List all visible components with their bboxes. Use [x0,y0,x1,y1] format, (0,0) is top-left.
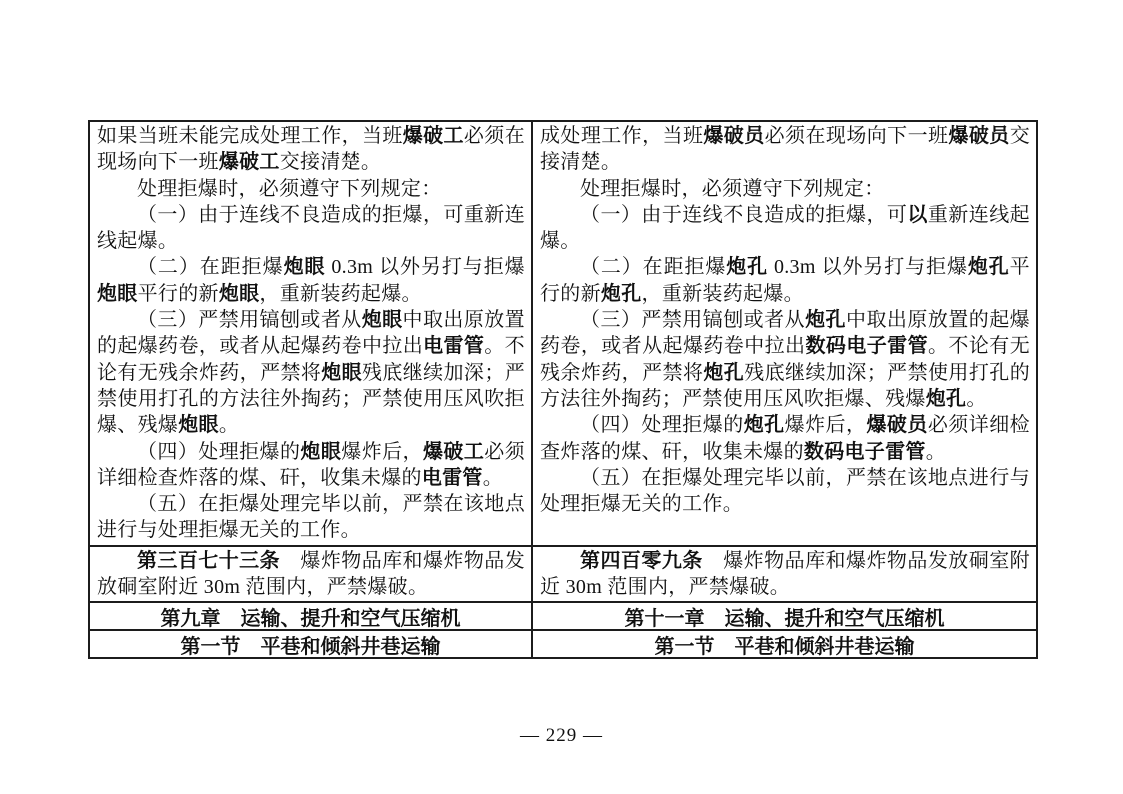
paragraph [97,439,525,492]
table-row-section [90,629,1036,657]
text-run: 爆炸后， [784,414,867,437]
text-run: 必须在现场向下一班 [764,125,949,147]
emphasized-term: 数码电子雷管 [803,440,926,463]
text-run: （三）严禁用镐刨或者从 [137,309,362,332]
emphasized-term: 炮孔 [703,361,745,384]
paragraph [97,254,525,307]
left-column-body-cell [90,122,533,545]
emphasized-term: 数码电子雷管 [805,335,929,358]
paragraph [540,202,1030,255]
text-run: 必须在现场向下一班 [97,125,525,174]
left-column-article-cell [90,547,533,601]
text-run: 平行的新 [540,256,1030,305]
emphasized-term: 爆破工 [218,151,280,174]
paragraph [97,176,525,202]
paragraph [97,202,525,255]
table-row-body [90,122,1036,545]
emphasized-term: 炮孔 [726,256,769,279]
emphasized-term: 爆破工 [402,125,464,147]
text-run: 。不论有无残余炸药，严禁将 [540,335,1030,384]
paragraph [97,307,525,438]
comparison-table [88,120,1038,659]
paragraph [540,548,1030,601]
paragraph [540,123,1030,176]
text-run: 中取出原放置的起爆药卷，或者从起爆药卷中拉出 [540,309,1030,358]
emphasized-term: 爆破员 [866,414,928,437]
emphasized-term: 炮眼 [300,440,342,463]
text-run: ，重新装药起爆。 [641,282,804,305]
text-run: （四）处理拒爆的 [137,440,301,463]
text-run: 如果当班未能完成处理工作，当班 [97,125,403,147]
paragraph [97,548,525,601]
table-row-chapter [90,601,1036,629]
text-run: （一）由于连线不良造成的拒爆，可重新连线起爆。 [97,203,525,253]
text-run: （三）严禁用镐刨或者从 [580,309,806,332]
text-run: 处理拒爆时，必须遵守下列规定： [580,177,885,200]
emphasized-term: 电雷管 [421,466,483,489]
emphasized-term: 炮眼 [361,309,403,332]
text-run: 重新连线起爆。 [540,203,1030,253]
paragraph [540,465,1030,518]
text-run: 平行的新 [137,282,219,305]
table-row-article [90,545,1036,601]
text-run: （四）处理拒爆的 [580,414,744,437]
text-run: 必须详细检查炸落的煤、矸，收集未爆的 [540,414,1030,463]
emphasized-term: 第三百七十三条 [137,550,280,572]
text-run: 。 [966,387,987,410]
text-run: 。 [218,414,240,437]
paragraph [540,307,1030,412]
emphasized-term: 电雷管 [423,335,485,358]
text-run: 交接清楚。 [540,125,1031,174]
emphasized-term: 炮眼 [283,256,326,279]
right-section-heading: 第一节 平巷和倾斜井巷运输 [654,635,915,657]
text-run: 处理拒爆时，必须遵守下列规定： [137,177,442,200]
emphasized-term: 爆破工 [423,440,485,463]
text-run: 爆炸后， [341,440,423,463]
text-run: 爆炸物品库和爆炸物品发放硐室附近 30m 范围内，严禁爆破。 [97,550,525,599]
paragraph [540,254,1030,307]
text-run: 交接清楚。 [279,151,382,174]
emphasized-term: 第四百零九条 [580,550,703,572]
text-run: 。 [925,440,947,463]
page-number: — 229 — [520,725,603,746]
emphasized-term: 爆破员 [948,125,1010,147]
emphasized-term: 以 [907,203,928,226]
emphasized-term: 爆破员 [703,125,765,147]
text-run: 残底继续加深；严禁使用打孔的方法往外掏药；严禁使用压风吹拒爆、残爆 [540,361,1030,410]
emphasized-term: 炮眼 [218,282,260,305]
text-run: ，重新装药起爆。 [259,282,422,305]
text-run: 0.3m 以外另打与拒爆 [325,256,525,279]
emphasized-term: 炮孔 [925,387,967,410]
text-run: （五）在拒爆处理完毕以前，严禁在该地点进行与处理拒爆无关的工作。 [97,493,525,542]
text-run: 。不论有无残余炸药，严禁将 [97,335,525,384]
left-section-heading: 第一节 平巷和倾斜井巷运输 [90,631,533,657]
right-chapter-heading: 第十一章 运输、提升和空气压缩机 [624,607,945,629]
text-run: 爆炸物品库和爆炸物品发放硐室附近 30m 范围内，严禁爆破。 [540,550,1030,599]
paragraph [97,123,525,176]
right-column-body-cell [533,122,1036,545]
emphasized-term: 炮眼 [97,282,138,305]
text-run: （五）在拒爆处理完毕以前，严禁在该地点进行与处理拒爆无关的工作。 [540,466,1030,516]
right-column-article-cell [533,547,1036,601]
emphasized-term: 炮孔 [600,282,642,305]
emphasized-term: 炮孔 [743,414,785,437]
paragraph [540,176,1030,202]
text-run: 必须详细检查炸落的煤、矸，收集未爆的 [97,440,526,489]
text-run: （二）在距拒爆 [580,256,727,279]
text-run: （二）在距拒爆 [137,256,284,279]
text-run: 。 [482,466,504,489]
paragraph [97,491,525,544]
emphasized-term: 炮孔 [805,309,846,332]
text-run: 0.3m 以外另打与拒爆 [768,256,968,279]
text-run: 中取出原放置的起爆药卷，或者从起爆药卷中拉出 [97,309,525,358]
text-run: （一）由于连线不良造成的拒爆，可 [580,203,908,226]
emphasized-term: 炮孔 [967,256,1010,279]
paragraph [540,412,1030,465]
emphasized-term: 炮眼 [178,414,219,437]
left-chapter-heading: 第九章 运输、提升和空气压缩机 [90,603,533,629]
text-run: 成处理工作，当班 [540,125,704,147]
text-run: 残底继续加深；严禁使用打孔的方法往外掏药；严禁使用压风吹拒爆、残爆 [97,361,526,437]
emphasized-term: 炮眼 [321,361,363,384]
